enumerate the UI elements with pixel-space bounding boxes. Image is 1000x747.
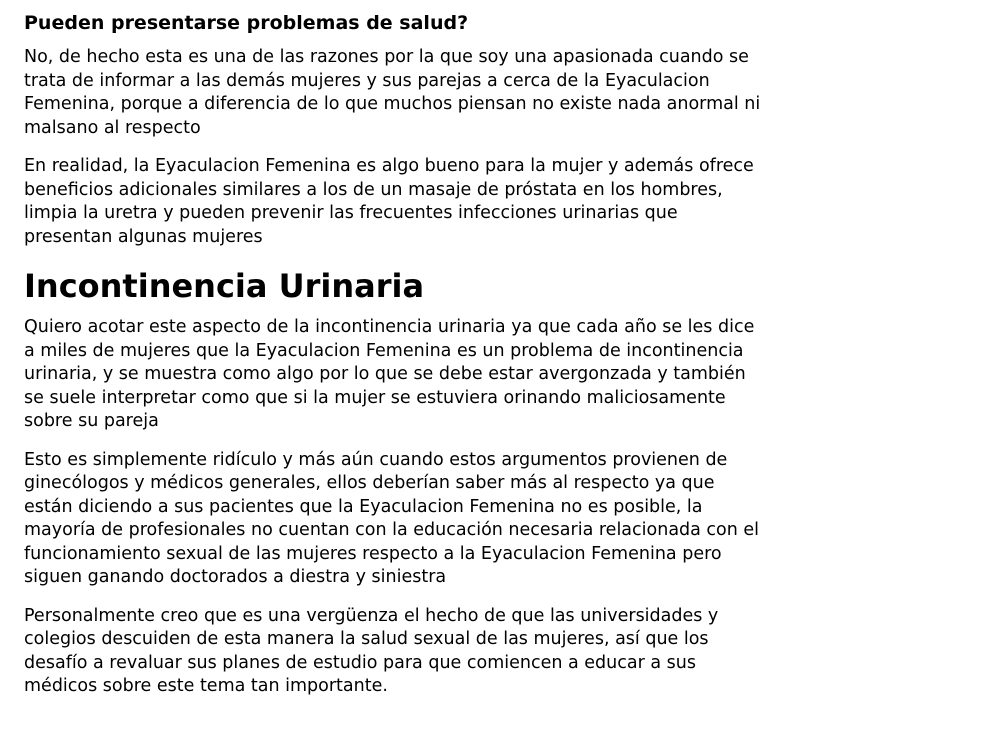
section-heading-urinary-incontinence: Incontinencia Urinaria xyxy=(24,267,425,305)
paragraph: En realidad, la Eyaculacion Femenina es algo bueno para la mujer y además ofrece beneficios adicionales similares a los de un masaje de próstata en los hombres, limpia la uretra y pueden prevenir las frecuentes infecciones urinarias que presentan algunas mujeres xyxy=(24,156,754,247)
article-content xyxy=(24,10,764,714)
paragraph: No, de hecho esta es una de las razones por la que soy una apasionada cuando se trata de informar a las demás mujeres y sus parejas a cerca de la Eyaculacion Femenina, porque a diferencia de lo que muchos piensan no existe nada anormal ni malsano al respecto xyxy=(24,47,761,138)
paragraph: Quiero acotar este aspecto de la incontinencia urinaria ya que cada año se les dice a miles de mujeres que la Eyaculacion Femenina es un problema de incontinencia urinaria, y se muestra como algo por lo que se debe estar avergonzada y también se suele interpretar como que si la mujer se estuviera orinando maliciosamente sobre su pareja xyxy=(24,317,755,431)
paragraph: Esto es simplemente ridículo y más aún cuando estos argumentos provienen de ginecólogos y médicos generales, ellos deberían saber más al respecto ya que están diciendo a sus pacientes que la Eyaculacion Femenina no es posible, la mayoría de profesionales no cuentan con la educación necesaria relacionada con el funcionamiento sexual de las mujeres respecto a la Eyaculacion Femenina pero siguen ganando doctorados a diestra y siniestra xyxy=(24,449,760,587)
paragraph: Personalmente creo que es una vergüenza el hecho de que las universidades y colegios descuiden de esta manera la salud sexual de las mujeres, así que los desafío a revaluar sus planes de estudio para que comiencen a educar a sus médicos sobre este tema tan importante. xyxy=(24,605,719,696)
section-heading-health-problems: Pueden presentarse problemas de salud? xyxy=(24,12,469,34)
